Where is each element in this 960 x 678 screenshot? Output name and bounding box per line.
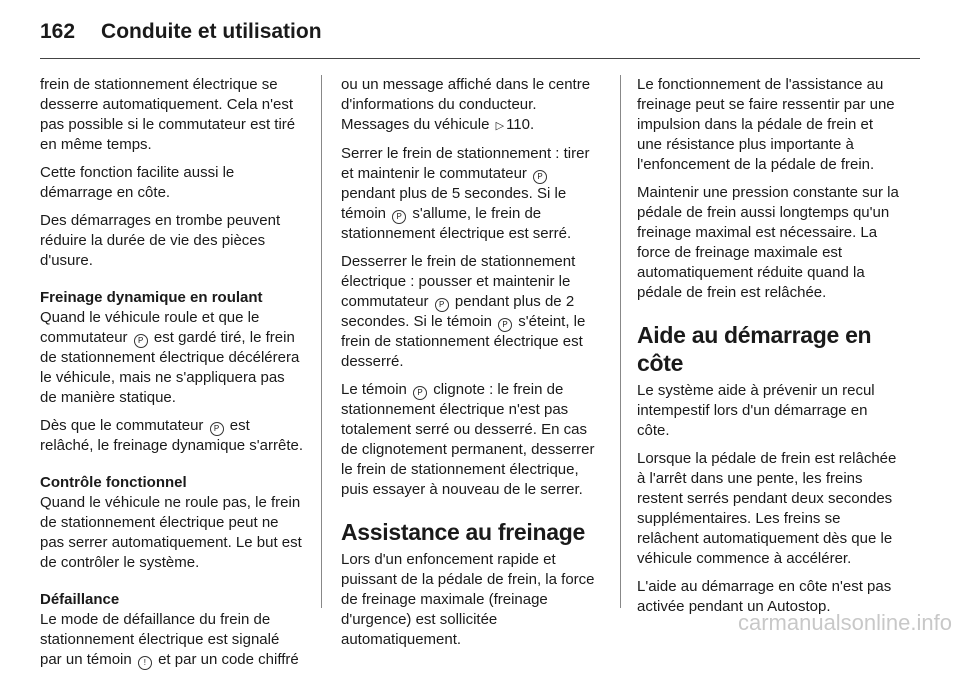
parking-brake-icon: P — [435, 298, 449, 312]
parking-brake-icon: P — [392, 210, 406, 224]
page-reference-icon: ▷ — [495, 120, 505, 132]
page-title: Conduite et utilisation — [101, 20, 322, 43]
page-number: 162 — [40, 20, 76, 43]
paragraph: ou un message affiché dans le centre d'informations du conducteur. Messages du véhicule ▷ 110. — [341, 75, 603, 136]
parking-brake-icon: P — [413, 386, 427, 400]
paragraph: Cette fonction facilite aussi le démarrage en côte. — [40, 164, 235, 201]
column-2 — [341, 75, 603, 658]
paragraph: Desserrer le frein de stationnement électrique : pousser et maintenir le commutateur P pendant plus de 2 secondes. Si le témoin P s'éteint, le frein de stationnement électrique est desserré. — [341, 253, 586, 370]
fault-warning-icon: ! — [138, 656, 152, 670]
column-divider — [321, 75, 322, 608]
parking-brake-icon: P — [498, 318, 512, 332]
paragraph: Maintenir une pression constante sur la pédale de frein aussi longtemps qu'un freinage maximal est nécessaire. La force de freinage maximale est automatiquement réduite quand la pédale de frein est relâchée. — [637, 184, 899, 301]
page-header — [40, 12, 322, 52]
paragraph: Serrer le frein de stationnement : tirer et maintenir le commutateur P pendant plus de 5 secondes. Si le témoin P s'allume, le frein de stationnement électrique est serré. — [341, 145, 590, 242]
column-3 — [637, 75, 902, 625]
watermark: carmanualsonline.info — [737, 610, 952, 635]
column-divider — [620, 75, 621, 608]
parking-brake-icon: P — [134, 334, 148, 348]
paragraph: L'aide au démarrage en côte n'est pas activée pendant un Autostop. — [637, 578, 892, 615]
paragraph: frein de stationnement électrique se desserre automatiquement. Cela n'est pas possible si le commutateur est tiré en même temps. — [40, 76, 296, 153]
heading-hill-start-assist: Aide au démarrage en côte — [637, 322, 872, 376]
parking-brake-icon: P — [210, 422, 224, 436]
parking-brake-icon: P — [533, 170, 547, 184]
paragraph: Le fonctionnement de l'assistance au freinage peut se faire ressentir par une impulsion dans la pédale de frein et une résistance plus importante à l'enfoncement de la pédale de frein. — [637, 76, 895, 173]
paragraph: Lorsque la pédale de frein est relâchée à l'arrêt dans une pente, les freins restent serrés pendant deux secondes supplémentaires. Les freins se relâchent automatiquement dès que le véhicule commence à accélérer. — [637, 450, 897, 567]
page-reference-link[interactable]: 110. — [506, 116, 535, 133]
paragraph: Des démarrages en trombe peuvent réduire la durée de vie des pièces d'usure. — [40, 212, 281, 269]
paragraph: Lors d'un enfoncement rapide et puissant de la pédale de frein, la force de freinage maximale (freinage d'urgence) est sollicitée automatiquement. — [341, 551, 595, 648]
header-rule — [40, 58, 920, 59]
paragraph: Le mode de défaillance du frein de stationnement électrique est signalé par un témoin ! et par un code chiffré — [40, 611, 299, 668]
paragraph: Quand le véhicule ne roule pas, le frein de stationnement électrique peut ne pas serrer automatiquement. Le but est de contrôler le système. — [40, 494, 302, 571]
paragraph: Dès que le commutateur P est relâché, le freinage dynamique s'arrête. — [40, 417, 304, 454]
subheading-function-check: Contrôle fonctionnel — [40, 474, 187, 491]
paragraph: Quand le véhicule roule et que le commutateur P est gardé tiré, le frein de stationnement électrique décélérera le véhicule, mais ne s'appliquera pas de manière statique. — [40, 309, 300, 406]
paragraph: Le système aide à prévenir un recul intempestif lors d'un démarrage en côte. — [637, 382, 875, 439]
heading-brake-assist: Assistance au freinage — [341, 519, 585, 545]
column-1 — [40, 75, 305, 678]
paragraph: Le témoin P clignote : le frein de stationnement électrique n'est pas totalement serré ou desserré. En cas de clignotement permanent, desserrer le frein de stationnement électrique, puis essayer à nouveau de le serrer. — [341, 381, 595, 498]
subheading-failure: Défaillance — [40, 591, 120, 608]
subheading-dynamic-braking: Freinage dynamique en roulant — [40, 289, 263, 306]
